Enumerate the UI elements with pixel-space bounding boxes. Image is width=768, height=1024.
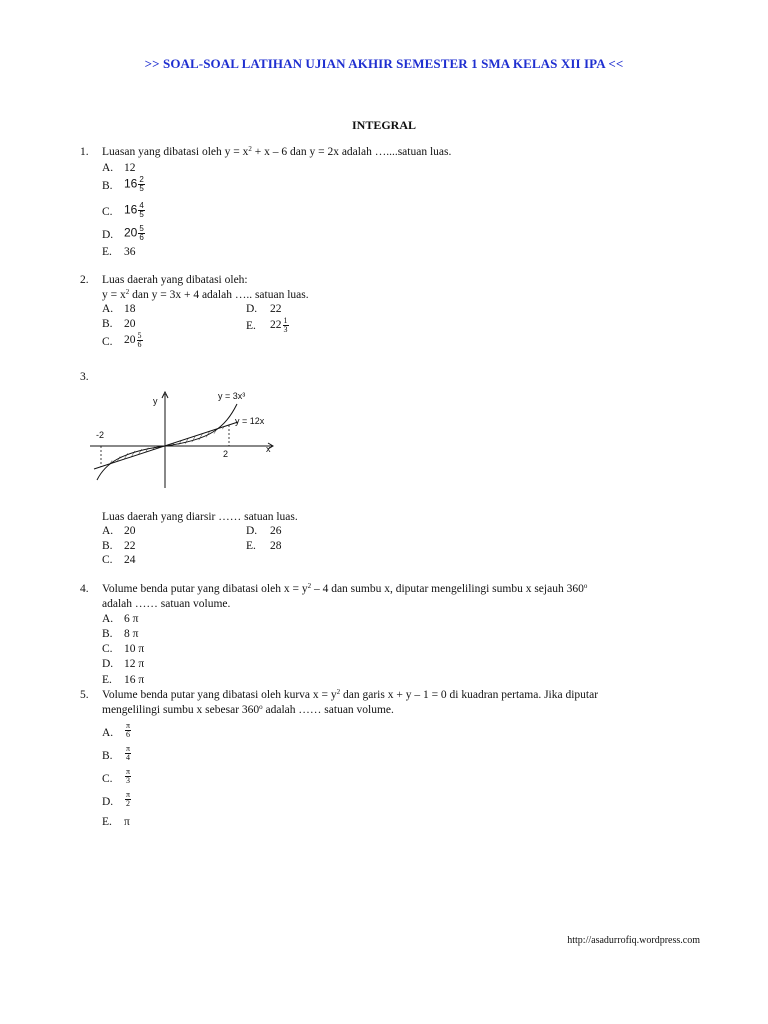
option-letter: E.	[102, 674, 112, 686]
option-letter: A.	[102, 727, 114, 739]
option-value: 8 π	[124, 628, 139, 640]
option-value: 20 $\frac{5}{6}$	[124, 331, 142, 349]
question-number: 4.	[80, 583, 89, 595]
option-letter: C.	[102, 643, 113, 655]
option-letter: A.	[102, 613, 114, 625]
question-stem: Volume benda putar yang dibatasi oleh $x = y^2 - 4$ dan sumbu x, diputar mengelilingi sumbu x sejauh 360$^o$	[102, 582, 588, 595]
option-value: 20	[124, 318, 136, 330]
option-letter: E.	[102, 816, 112, 828]
section-title: INTEGRAL	[351, 118, 416, 132]
option-letter: A.	[102, 303, 114, 315]
option-letter: D.	[246, 525, 258, 537]
option-value: 22	[270, 303, 282, 315]
question-stem-line: mengelilingi sumbu x sebesar 360$^o$ adalah …… satuan volume.	[102, 703, 394, 716]
option-letter: C.	[102, 206, 113, 218]
option-value: 22 $\frac{1}{3}$	[270, 316, 288, 334]
option-letter: B.	[102, 540, 113, 552]
option-letter: E.	[102, 246, 112, 258]
option-value: 26	[270, 525, 282, 537]
footer-url: http://asadurrofiq.wordpress.com	[567, 935, 700, 946]
option-value: 10 π	[124, 643, 145, 655]
option-value: 16 π	[124, 674, 145, 686]
option-value: 16 $\frac{4}{5}$	[124, 201, 144, 219]
option-letter: B.	[102, 750, 113, 762]
tick-label-pos: 2	[223, 449, 229, 459]
y-axis-label: y	[153, 396, 158, 406]
option-letter: D.	[246, 303, 258, 315]
option-value: π	[124, 816, 130, 828]
option-value: 12 π	[124, 658, 145, 670]
option-letter: A.	[102, 162, 114, 174]
option-value: $\frac{\pi}{6}$	[126, 721, 131, 739]
option-letter: D.	[102, 229, 114, 241]
option-letter: C.	[102, 336, 113, 348]
option-letter: B.	[102, 628, 113, 640]
curve-y-3x3	[97, 404, 237, 480]
option-value: 20	[124, 525, 136, 537]
option-letter: D.	[102, 796, 114, 808]
option-value: 24	[124, 554, 136, 566]
page-header: >> SOAL-SOAL LATIHAN UJIAN AKHIR SEMESTER 1 SMA KELAS XII IPA <<	[144, 56, 624, 71]
option-letter: E.	[246, 540, 256, 552]
option-value: 28	[270, 540, 282, 552]
option-value: $\frac{\pi}{2}$	[126, 790, 131, 808]
option-value: 20 $\frac{5}{6}$	[124, 224, 144, 242]
option-value: 16 $\frac{2}{5}$	[124, 175, 144, 193]
question-number: 1.	[80, 146, 89, 158]
option-letter: C.	[102, 554, 113, 566]
curve-label: y = 3x³	[218, 391, 246, 401]
question-stem: Luasan yang dibatasi oleh $y = x^2 + x - 6$ dan y = 2x adalah …....satuan luas.	[102, 145, 452, 158]
option-letter: C.	[102, 773, 113, 785]
question-number: 2.	[80, 274, 89, 286]
question-number: 3.	[80, 371, 89, 383]
option-value: $\frac{\pi}{3}$	[126, 767, 131, 785]
question-stem: Luas daerah yang dibatasi oleh:	[102, 274, 248, 286]
option-value: 36	[124, 246, 136, 258]
option-value: $\frac{\pi}{4}$	[126, 744, 131, 762]
question-number: 5.	[80, 689, 89, 701]
option-letter: D.	[102, 658, 114, 670]
x-axis-label: x	[266, 444, 271, 454]
option-value: 6 π	[124, 613, 139, 625]
option-letter: E.	[246, 320, 256, 332]
option-value: 22	[124, 540, 136, 552]
question-stem-line: adalah …… satuan volume.	[102, 598, 231, 610]
option-letter: B.	[102, 180, 113, 192]
question-stem: Volume benda putar yang dibatasi oleh kurva $x = y^2$ dan garis x + y – 1 = 0 di kuadran pertama. Jika diputar	[102, 688, 599, 701]
question-stem-line: $y = x^2$ dan y = 3x + 4 adalah ….. satuan luas.	[102, 288, 309, 301]
integral-graph	[90, 388, 290, 488]
option-value: 18	[124, 303, 136, 315]
tick-label-neg: -2	[96, 430, 105, 440]
line-label: y = 12x	[235, 416, 265, 426]
option-value: 12	[124, 162, 136, 174]
option-letter: B.	[102, 318, 113, 330]
question-stem: Luas daerah yang diarsir …… satuan luas.	[102, 511, 298, 523]
option-letter: A.	[102, 525, 114, 537]
